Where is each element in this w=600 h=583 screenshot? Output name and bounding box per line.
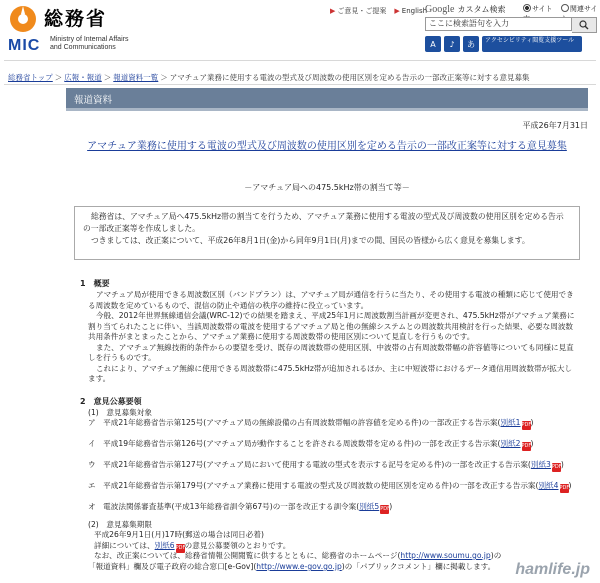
arrow-icon: ▶: [394, 7, 400, 15]
release-date: 平成26年7月31日: [522, 121, 588, 130]
detail-text: 「報道資料」欄及び電子政府の総合窓口[e-Gov](: [88, 562, 257, 571]
target-item: [88, 460, 588, 472]
overview-paragraph: また、アマチュア無線技術的条件からの要望を受け、既存の周波数帯の使用区別、中波帯の占有周波数帯幅の許容値等についても同様に見直しを行うものです。: [88, 342, 574, 362]
pdf-icon[interactable]: PDF: [380, 506, 390, 512]
search-bar: [425, 17, 597, 31]
search-button[interactable]: [572, 17, 597, 33]
breadcrumb-sep: ＞: [160, 73, 168, 82]
breadcrumb-home[interactable]: 総務省トップ: [8, 73, 53, 82]
pdf-icon[interactable]: PDF: [559, 485, 570, 491]
top-links: [330, 6, 427, 16]
target-item-close: ): [530, 418, 534, 427]
attachment-link-5[interactable]: 別紙5: [359, 502, 380, 511]
overview-body: [88, 290, 578, 385]
intro-box: [74, 206, 580, 260]
target-item-close: ): [530, 439, 534, 448]
attachment-link-6[interactable]: 別紙6: [154, 541, 175, 550]
ministry-name: 総務省: [44, 8, 108, 30]
attachment-link-1[interactable]: 別紙1: [500, 418, 521, 427]
target-item: [88, 481, 588, 493]
ministry-english-name: [50, 36, 128, 52]
attachment-link-4[interactable]: 別紙4: [538, 481, 559, 490]
breadcrumb-press-list[interactable]: 報道資料一覧: [113, 73, 159, 82]
target-item-text: エ 平成21年総務省告示第179号(アマチュア業務に使用する電波の型式及び周波数の使用区別を定める件)の一部を改正する告示案(: [88, 481, 539, 490]
breadcrumb: [8, 72, 598, 83]
target-item-text: イ 平成19年総務省告示第126号(アマチュア局が動作することを許される周波数帯を定める件)の一部を改正する告示案(: [88, 439, 501, 448]
accessibility-tools: [425, 36, 582, 52]
search-icon: [579, 20, 589, 30]
breadcrumb-sep: ＞: [103, 73, 112, 82]
feedback-link[interactable]: [330, 6, 386, 16]
page-title: アマチュア業務に使用する電波の型式及び周波数の使用区別を定める告示の一部改正案等に対する意見募集: [87, 141, 567, 152]
target-item-close: ): [389, 502, 393, 511]
detail-line: [94, 551, 584, 561]
egov-url-link[interactable]: http://www.e-gov.go.jp: [256, 562, 342, 571]
soumu-url-link[interactable]: http://www.soumu.go.jp: [400, 551, 491, 560]
target-item-close: ): [568, 481, 572, 490]
section-heading-comment: 2 意見公募要領: [80, 397, 142, 406]
detail-text: の意見公募要領のとおりです。: [184, 541, 291, 550]
radio-selected-icon: [523, 4, 531, 12]
page-subtitle: －アマチュア局への475.5kHz帯の割当て等－: [244, 183, 410, 192]
section-heading-overview: 1 概要: [80, 279, 110, 288]
text-size-icon[interactable]: A: [425, 36, 441, 52]
radio-site-label: サイト: [532, 5, 553, 13]
press-release-label: 報道資料: [74, 95, 113, 106]
ministry-english-line1: Ministry of Internal Affairs: [50, 36, 129, 43]
pdf-icon[interactable]: PDF: [551, 464, 562, 470]
radio-related-label: 関連サイ: [569, 5, 598, 13]
watermark: hamlife.jp: [515, 561, 590, 578]
google-custom-search-label: [425, 4, 505, 15]
pdf-icon[interactable]: PDF: [175, 545, 186, 551]
search-input[interactable]: ここに検索語句を入力: [425, 17, 572, 31]
english-link-label: English: [401, 7, 428, 15]
header-divider: [4, 60, 596, 61]
site-header: [0, 0, 600, 58]
target-item: [88, 439, 588, 451]
detail-text: 詳細については、: [94, 541, 155, 550]
detail-text: )の: [490, 551, 502, 560]
target-item-close: ): [560, 460, 564, 469]
breadcrumb-sep: ＞: [54, 73, 63, 82]
accessibility-tool-button[interactable]: アクセシビリティ閲覧支援ツール: [482, 36, 582, 52]
target-item-text: オ 電波法関係審査基準(平成13年総務省訓令第67号)の一部を改正する訓令案(: [88, 502, 360, 511]
target-item-text: ア 平成21年総務省告示第125号(アマチュア局の無線設備の占有周波数帯幅の許容値を定める件)の一部改正する告示案(: [88, 418, 501, 427]
feedback-link-label: ご意見・ご提案: [337, 7, 387, 15]
target-item: [88, 502, 588, 514]
color-icon[interactable]: あ: [463, 36, 479, 52]
detail-text: なお、改正案については、総務省情報公開閲覧に供するとともに、総務省のホームページ(: [94, 551, 401, 560]
attachment-link-2[interactable]: 別紙2: [500, 439, 521, 448]
subheading-target: (1) 意見募集対象: [88, 408, 152, 417]
google-logo: Google: [425, 4, 455, 15]
pdf-icon[interactable]: PDF: [521, 422, 532, 428]
detail-line: [88, 562, 588, 572]
ministry-logo-icon[interactable]: [8, 4, 38, 34]
overview-paragraph: 今般、2012年世界無線通信会議(WRC-12)での結果を踏まえ、平成25年1月に周波数割当計画が変更され、475.5kHz帯がアマチュア業務に割り当てられたことに伴い、当該周波数帯の電波を使用するアマチュア局と他の無線システムとの周波数共用検討を行った結果、必要な周波数共用条件がまとまったことから、アマチュア業務に使用する周波数帯の使用区別について見直しを行うものです。: [88, 311, 575, 341]
english-link[interactable]: [394, 6, 427, 16]
target-item-text: ウ 平成21年総務省告示第127号(アマチュア局において使用する電波の型式を表示する記号を定める件)の一部を改正する告示案(: [88, 460, 531, 469]
deadline-text: 平成26年9月1日(月)17時(郵送の場合は同日必着): [94, 530, 264, 539]
detail-text: )の「パブリックコメント」欄に掲載します。: [341, 562, 496, 571]
ministry-english-line2: and Communications: [50, 44, 116, 51]
overview-paragraph: アマチュア局が使用できる周波数区別（バンドプラン）は、アマチュア局が通信を行うに当たり、その使用する電波の種類に応じて使用できる周波数を定めているもので、混信の防止や通信の秩序の維持に役立っています。: [88, 290, 574, 310]
target-item: [88, 418, 588, 430]
custom-search-label: カスタム検索: [457, 5, 506, 14]
breadcrumb-divider: [4, 84, 596, 85]
speech-icon[interactable]: ♪: [444, 36, 460, 52]
intro-paragraph: 総務省は、アマチュア局へ475.5kHz帯の割当てを行うため、アマチュア業務に使用する電波の型式及び周波数の使用区別を定める告示の一部改正案等を作成しました。: [83, 212, 564, 233]
arrow-icon: ▶: [330, 7, 336, 15]
attachment-link-3[interactable]: 別紙3: [530, 460, 551, 469]
press-release-bar: [66, 88, 588, 111]
subheading-deadline: (2) 意見募集期限: [88, 520, 152, 529]
overview-paragraph: これにより、アマチュア無線に使用できる周波数帯に475.5kHz帯が追加されるほか、主に中短波帯におけるデータ通信用周波数帯が拡大します。: [88, 363, 573, 383]
intro-paragraph: つきましては、改正案について、平成26年8月1日(金)から同年9月1日(月)までの間、国民の皆様から広く意見を募集します。: [91, 236, 530, 245]
breadcrumb-pr[interactable]: 広報・報道: [64, 73, 102, 82]
pdf-icon[interactable]: PDF: [521, 443, 532, 449]
radio-unselected-icon: [561, 4, 569, 12]
breadcrumb-current: アマチュア業務に使用する電波の型式及び周波数の使用区別を定める告示の一部改正案等に対する意見募集: [169, 73, 530, 82]
mic-logo: MIC: [8, 37, 41, 54]
